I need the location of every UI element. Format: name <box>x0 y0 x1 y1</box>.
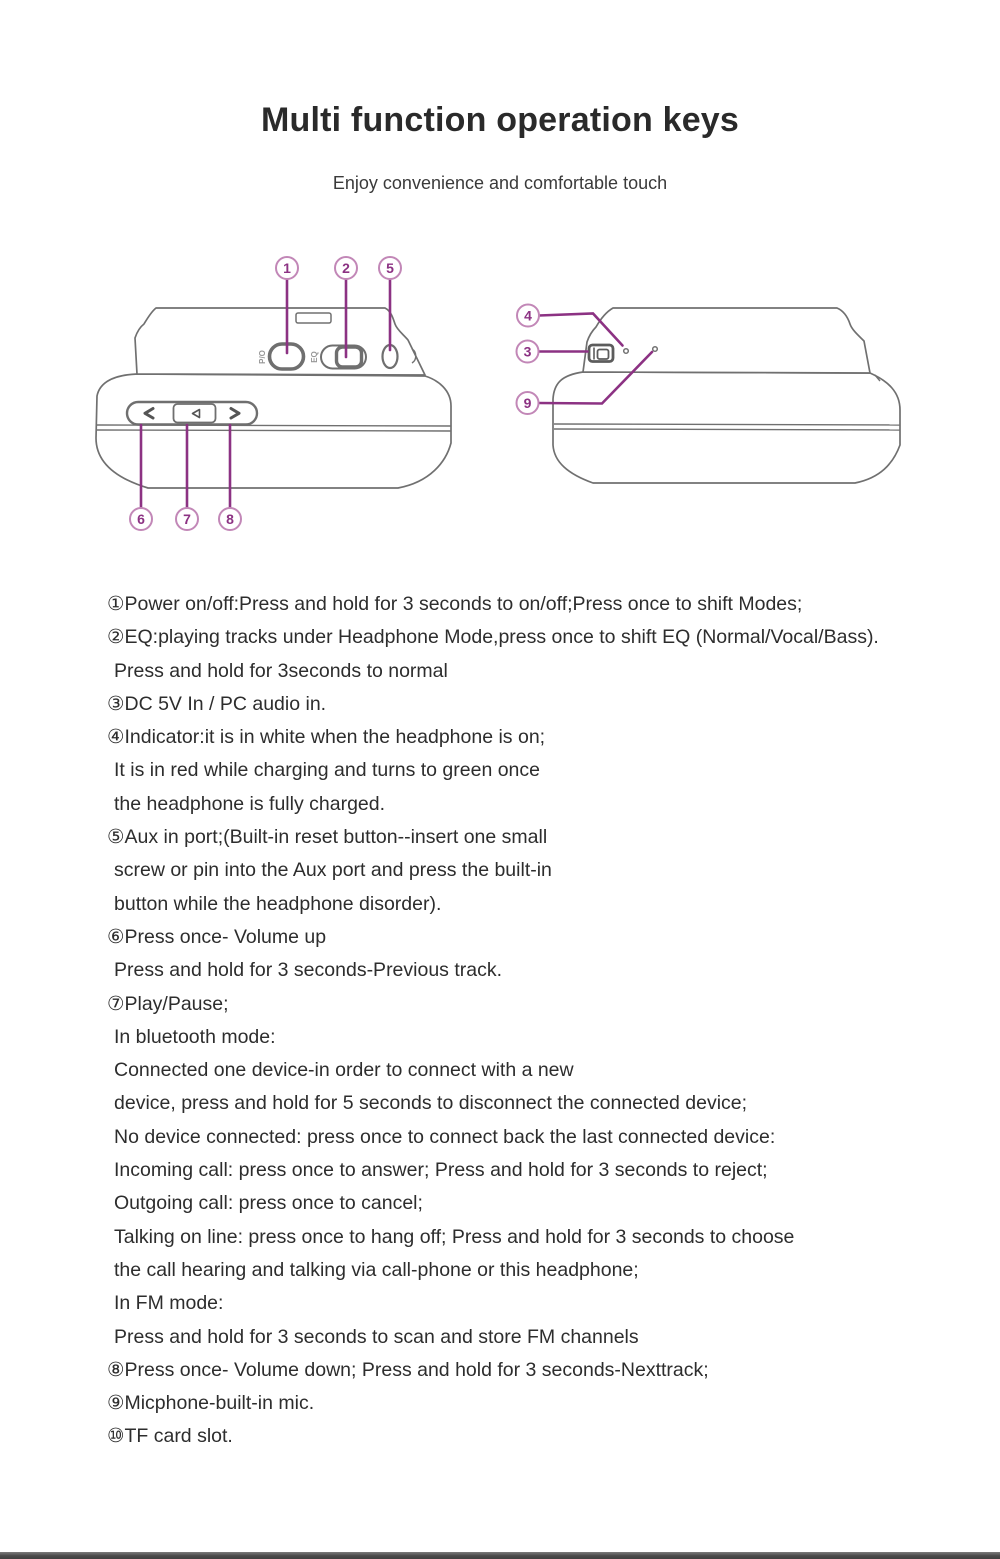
instruction-line: No device connected: press once to connect back the last connected device: <box>114 1125 776 1148</box>
charge-port <box>589 345 613 362</box>
instruction-line: ①Power on/off:Press and hold for 3 seconds to on/off;Press once to shift Modes; <box>107 593 803 615</box>
instruction-line: Press and hold for 3 seconds to scan and store FM channels <box>114 1325 639 1348</box>
instruction-line: ⑩TF card slot. <box>107 1425 233 1448</box>
callout-1 <box>276 257 298 279</box>
callout-4 <box>517 305 539 327</box>
svg-text:9: 9 <box>523 395 532 411</box>
callout-8 <box>219 508 241 530</box>
instruction-line: Press and hold for 3seconds to normal <box>114 659 448 682</box>
page-subtitle: Enjoy convenience and comfortable touch <box>332 173 668 193</box>
svg-text:8: 8 <box>226 511 234 527</box>
instruction-list <box>107 588 907 1454</box>
instruction-line: the call hearing and talking via call-phone or this headphone; <box>114 1258 639 1281</box>
instruction-line: In FM mode: <box>114 1292 224 1315</box>
instruction-line: ⑦Play/Pause; <box>107 992 229 1015</box>
instruction-line: In bluetooth mode: <box>114 1025 276 1048</box>
callout-3 <box>517 341 539 363</box>
eq-switch-knob <box>337 347 362 367</box>
instruction-line: ⑨Micphone-built-in mic. <box>107 1392 315 1415</box>
callout-7 <box>176 508 198 530</box>
instruction-line: ②EQ:playing tracks under Headphone Mode,press once to shift EQ (Normal/Vocal/Bass). <box>107 626 879 649</box>
instruction-line: device, press and hold for 5 seconds to disconnect the connected device; <box>114 1092 748 1115</box>
instruction-line: Incoming call: press once to answer; Press and hold for 3 seconds to reject; <box>114 1159 768 1182</box>
svg-text:2: 2 <box>342 260 350 276</box>
instruction-line: It is in red while charging and turns to green once <box>114 759 541 782</box>
callout-5 <box>379 257 401 279</box>
instruction-line: the headphone is fully charged. <box>114 792 386 815</box>
instruction-line: ⑤Aux in port;(Built-in reset button--insert one small <box>107 826 548 849</box>
device-diagram <box>80 240 920 550</box>
instruction-line: ⑧Press once- Volume down; Press and hold for 3 seconds-Nexttrack; <box>107 1358 709 1381</box>
svg-text:5: 5 <box>386 260 394 276</box>
instruction-line: ③DC 5V In / PC audio in. <box>107 692 327 715</box>
instruction-line: Outgoing call: press once to cancel; <box>114 1192 423 1215</box>
svg-text:1: 1 <box>283 260 291 276</box>
instruction-line: ⑥Press once- Volume up <box>107 925 327 948</box>
svg-text:7: 7 <box>183 511 191 527</box>
instruction-line: screw or pin into the Aux port and press the built-in <box>114 859 552 882</box>
page-title: Multi function operation keys <box>260 101 740 139</box>
callout-2 <box>335 257 357 279</box>
power-button-label: P/O <box>258 350 267 364</box>
svg-text:4: 4 <box>524 307 532 324</box>
headband-slot <box>296 313 331 323</box>
instruction-line: Press and hold for 3 seconds-Previous track. <box>114 959 503 982</box>
instruction-line: ④Indicator:it is in white when the headphone is on; <box>107 726 546 749</box>
left-earcup-diagram <box>96 257 451 530</box>
instruction-line: button while the headphone disorder). <box>114 892 442 915</box>
mic-hole <box>653 347 658 352</box>
right-earcup-body <box>553 372 900 483</box>
svg-text:6: 6 <box>137 511 145 527</box>
right-headband <box>583 308 870 373</box>
right-earcup-diagram <box>517 305 901 484</box>
callout-9 <box>517 392 539 414</box>
instruction-line: Connected one device-in order to connect with a new <box>114 1059 574 1082</box>
instruction-line: Talking on line: press once to hang off; Press and hold for 3 seconds to choose <box>114 1225 795 1248</box>
indicator-led <box>624 349 629 354</box>
callout-6 <box>130 508 152 530</box>
svg-text:3: 3 <box>523 343 532 360</box>
page-bottom-divider <box>0 1552 1000 1559</box>
eq-switch-label: EQ <box>310 351 319 363</box>
